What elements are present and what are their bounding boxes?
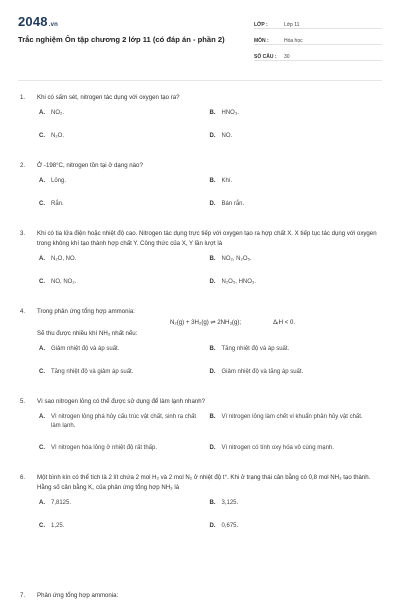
option-letter: B. [209, 110, 216, 116]
option-letter: A. [39, 414, 45, 420]
option-letter: C. [39, 133, 45, 139]
option-b[interactable] [210, 255, 381, 273]
info-table [254, 13, 382, 61]
option-letter: A. [39, 256, 45, 262]
option-letter: D. [209, 369, 216, 375]
option-d[interactable] [210, 278, 381, 296]
option-text: Giảm nhiệt độ và áp suất. [51, 346, 120, 352]
info-value: Hóa học [284, 38, 303, 44]
option-b[interactable] [210, 413, 381, 439]
option-text: 1,25. [51, 523, 65, 529]
question-number: 6. [20, 474, 26, 481]
question-number: 7. [20, 592, 26, 599]
option-a[interactable] [39, 345, 210, 363]
option-d[interactable] [210, 368, 381, 386]
option-d[interactable] [210, 200, 381, 218]
question-text: Khi có tia lửa điện hoặc nhiệt độ cao. Nitrogen tác dụng trực tiếp với oxygen tạo ra hợp chất X. X tiếp tục tác dụng với oxygen trong không khí tạo thành hợp chất Y. Công thức của X, Y lần lượt là [37, 230, 377, 247]
option-letter: D. [209, 445, 216, 451]
options [20, 255, 380, 296]
option-a[interactable] [39, 413, 210, 439]
options [20, 413, 380, 462]
option-letter: B. [209, 414, 216, 420]
brand-name: 2048 [18, 14, 48, 29]
option-d[interactable] [210, 444, 381, 462]
options [20, 499, 380, 540]
option-b[interactable] [210, 499, 381, 517]
option-c[interactable] [39, 132, 210, 150]
question-7 [20, 592, 118, 599]
option-letter: C. [39, 369, 45, 375]
option-d[interactable] [210, 132, 381, 150]
option-b[interactable] [210, 177, 381, 195]
option-a[interactable] [39, 255, 210, 273]
question-2 [20, 161, 380, 218]
option-text: HNO₃. [221, 110, 239, 116]
option-a[interactable] [39, 499, 210, 517]
option-c[interactable] [39, 444, 210, 462]
equation-condition: ΔᵣH < 0. [273, 319, 296, 326]
question-1 [20, 93, 380, 150]
option-letter: C. [39, 445, 45, 451]
options [20, 177, 380, 218]
option-text: NO₂, N₂O₅. [221, 256, 252, 262]
info-label: MÔN : [254, 38, 269, 44]
info-value: Lớp 11 [284, 22, 300, 28]
option-c[interactable] [39, 278, 210, 296]
option-text: 7,8125. [51, 500, 72, 506]
option-letter: D. [209, 279, 216, 285]
question-4 [20, 307, 380, 386]
info-value: 30 [284, 54, 290, 60]
question-text: Ở -198°C, nitrogen tồn tại ở dạng nào? [37, 162, 143, 169]
info-label: SỐ CÂU : [254, 54, 277, 60]
option-b[interactable] [210, 109, 381, 127]
option-letter: A. [39, 500, 45, 506]
option-text: Lỏng. [51, 178, 67, 184]
page-header [0, 0, 400, 76]
option-b[interactable] [210, 345, 381, 363]
option-text: Tăng nhiệt độ và giảm áp suất. [51, 369, 134, 375]
option-text: NO, NO₂. [51, 279, 77, 285]
option-text: N₂O. [51, 133, 64, 139]
info-row-class [254, 13, 382, 29]
option-text: Giảm nhiệt độ và tăng áp suất. [221, 369, 304, 375]
option-letter: C. [39, 201, 45, 207]
option-text: N₂O, NO. [51, 256, 77, 262]
options [20, 345, 380, 386]
option-text: Vì nitrogen có tính oxy hóa vô cùng mạnh. [221, 445, 334, 451]
option-text: 3,125. [221, 500, 239, 506]
option-text: Vì nitrogen lỏng làm chết vi khuẩn phân hủy vật chất. [221, 414, 363, 420]
info-label: LỚP : [254, 22, 268, 28]
reaction-equation [20, 317, 380, 329]
option-text: N₂O₅, HNO₃. [221, 279, 257, 285]
question-text: Vì sao nitrogen lỏng có thể được sử dụng để làm lạnh nhanh? [37, 398, 205, 405]
option-letter: B. [209, 178, 216, 184]
option-c[interactable] [39, 368, 210, 386]
option-a[interactable] [39, 177, 210, 195]
option-a[interactable] [39, 109, 210, 127]
question-number: 3. [20, 230, 26, 237]
option-text: 0,675. [221, 523, 239, 529]
option-letter: D. [209, 523, 216, 529]
option-c[interactable] [39, 200, 210, 218]
question-6 [20, 473, 380, 540]
question-number: 5. [20, 398, 26, 405]
option-letter: B. [209, 256, 216, 262]
question-5 [20, 397, 380, 462]
option-text: NO₂. [51, 110, 64, 116]
option-letter: C. [39, 279, 45, 285]
brand-suffix: .vn [48, 22, 59, 28]
option-text: Tăng nhiệt độ và áp suất. [221, 346, 290, 352]
question-3 [20, 229, 380, 296]
option-text: Vì nitrogen hóa lỏng ở nhiệt độ rất thấp. [51, 445, 158, 451]
option-letter: D. [209, 133, 216, 139]
question-text: Phản ứng tổng hợp ammonia: [37, 592, 119, 599]
option-letter: A. [39, 110, 45, 116]
question-text: Khi có sấm sét, nitrogen tác dụng với oxygen tạo ra? [37, 94, 180, 101]
question-text: Một bình kín có thể tích là 2 lít chứa 2 mol H₂ và 2 mol N₂ ở nhiệt độ t°. Khi ở trạng thái cân bằng có 0,8 mol NH₃ tạo thành. Hằng số cân bằng K꜀ của phản ứng tổng hợp NH₃ là [37, 474, 371, 491]
option-letter: C. [39, 523, 45, 529]
equation-text: N₂(g) + 3H₂(g) ⇌ 2NH₃(g); [170, 319, 242, 326]
option-text: NO. [221, 133, 233, 139]
info-row-subject [254, 29, 382, 45]
option-text: Khí. [221, 178, 233, 184]
page-title: Trắc nghiệm Ôn tập chương 2 lớp 11 (có đáp án - phần 2) [18, 35, 225, 44]
option-d[interactable] [210, 522, 381, 540]
option-letter: A. [39, 178, 45, 184]
question-number: 1. [20, 94, 26, 101]
option-text: Vì nitrogen lỏng phá hủy cấu trúc vật chất, sinh ra chất làm lạnh. [51, 414, 197, 429]
info-row-count [254, 45, 382, 61]
option-c[interactable] [39, 522, 210, 540]
option-text: Bán rắn. [221, 201, 245, 207]
question-subtext: Sẽ thu được nhiều khí NH₃ nhất nếu: [37, 330, 138, 337]
option-letter: B. [209, 500, 216, 506]
option-text: Rắn. [51, 201, 64, 207]
option-letter: A. [39, 346, 45, 352]
question-number: 2. [20, 162, 26, 169]
question-text: Trong phản ứng tổng hợp ammonia: [37, 308, 135, 315]
options [20, 109, 380, 150]
question-list [0, 81, 400, 540]
option-letter: B. [209, 346, 216, 352]
question-number: 4. [20, 308, 26, 315]
option-letter: D. [209, 201, 216, 207]
